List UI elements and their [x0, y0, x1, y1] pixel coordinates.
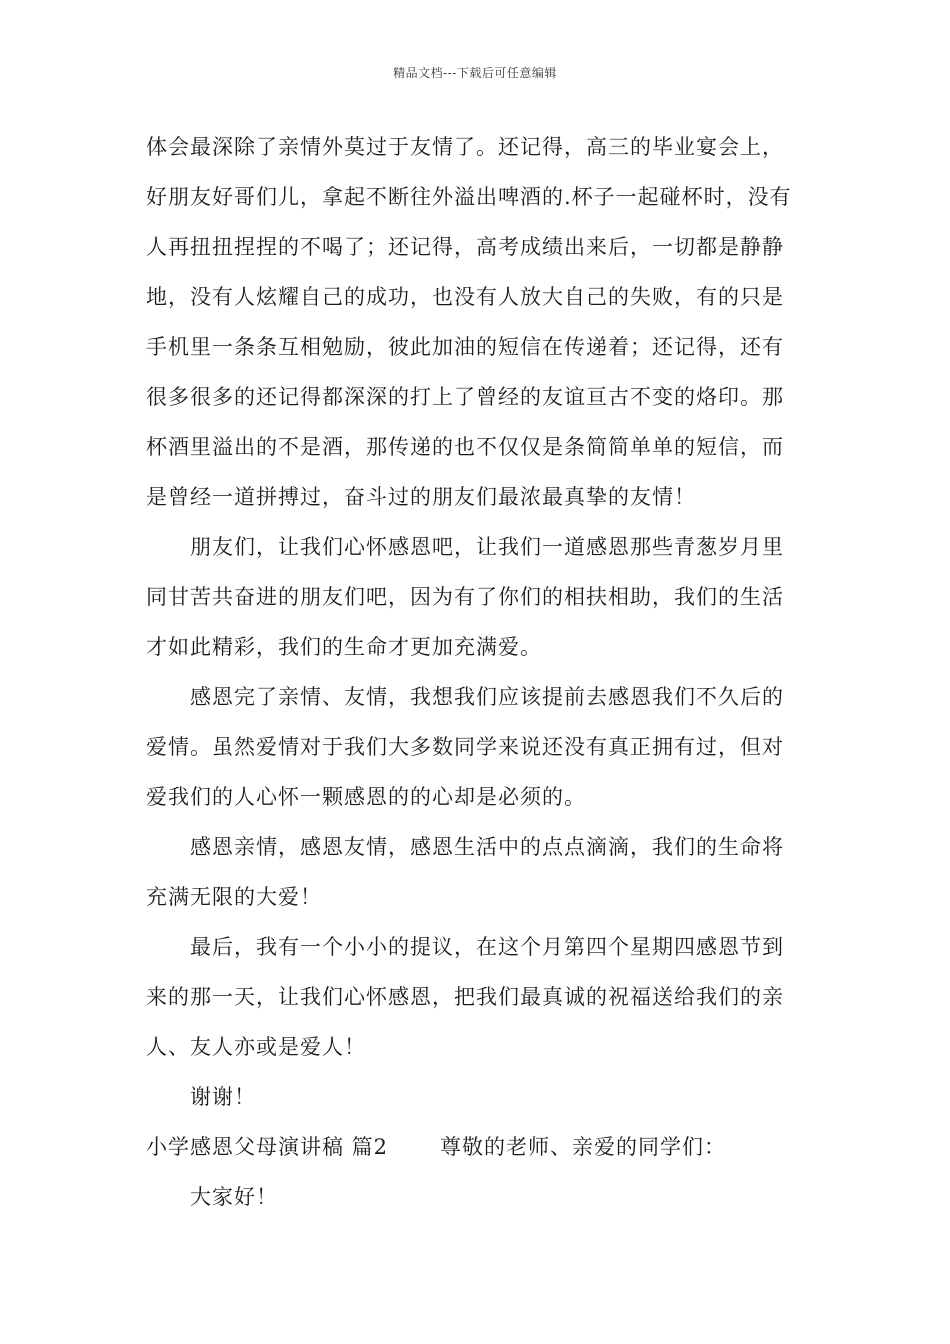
paragraph-line: 地，没有人炫耀自己的成功，也没有人放大自己的失败，有的只是: [146, 285, 784, 309]
paragraph-line: 朋友们，让我们心怀感恩吧，让我们一道感恩那些青葱岁月里: [190, 535, 784, 559]
closing-thanks: 谢谢！: [190, 1085, 256, 1109]
paragraph-line: 充满无限的大爱！: [146, 885, 322, 909]
paragraph-line: 爱我们的人心怀一颗感恩的的心却是必须的。: [146, 785, 586, 809]
section-heading-line: [146, 1122, 806, 1172]
greeting-line: 大家好！: [190, 1185, 278, 1209]
paragraph-line: 才如此精彩，我们的生命才更加充满爱。: [146, 635, 542, 659]
paragraph-line: 最后，我有一个小小的提议，在这个月第四个星期四感恩节到: [190, 935, 784, 959]
paragraph-line: 爱情。虽然爱情对于我们大多数同学来说还没有真正拥有过，但对: [146, 735, 784, 759]
section-title: 小学感恩父母演讲稿 篇2: [146, 1135, 389, 1159]
paragraph-line: 杯酒里溢出的不是酒，那传递的也不仅仅是条简简单单的短信，而: [146, 435, 784, 459]
paragraph-line: 同甘苦共奋进的朋友们吧，因为有了你们的相扶相助，我们的生活: [146, 585, 784, 609]
paragraph-line: 好朋友好哥们儿，拿起不断往外溢出啤酒的.杯子一起碰杯时，没有: [146, 185, 792, 209]
paragraph-line: 人再扭扭捏捏的不喝了；还记得，高考成绩出来后，一切都是静静: [146, 235, 784, 259]
document-body: [146, 122, 806, 1222]
paragraph-line: 很多很多的还记得都深深的打上了曾经的友谊亘古不变的烙印。那: [146, 385, 784, 409]
paragraph-line: 感恩亲情，感恩友情，感恩生活中的点点滴滴，我们的生命将: [190, 835, 784, 859]
page-header: 精品文档---下载后可任意编辑: [393, 66, 557, 80]
paragraph-line: 感恩完了亲情、友情，我想我们应该提前去感恩我们不久后的: [190, 685, 784, 709]
paragraph-line: 是曾经一道拼搏过，奋斗过的朋友们最浓最真挚的友情！: [146, 485, 696, 509]
paragraph-line: 手机里一条条互相勉励，彼此加油的短信在传递着；还记得，还有: [146, 335, 784, 359]
paragraph-line: 来的那一天，让我们心怀感恩，把我们最真诚的祝福送给我们的亲: [146, 985, 784, 1009]
paragraph-line: 人、友人亦或是爱人！: [146, 1035, 366, 1059]
section-salutation: 尊敬的老师、亲爱的同学们：: [440, 1135, 727, 1159]
paragraph-line: 体会最深除了亲情外莫过于友情了。还记得，高三的毕业宴会上，: [146, 135, 784, 159]
